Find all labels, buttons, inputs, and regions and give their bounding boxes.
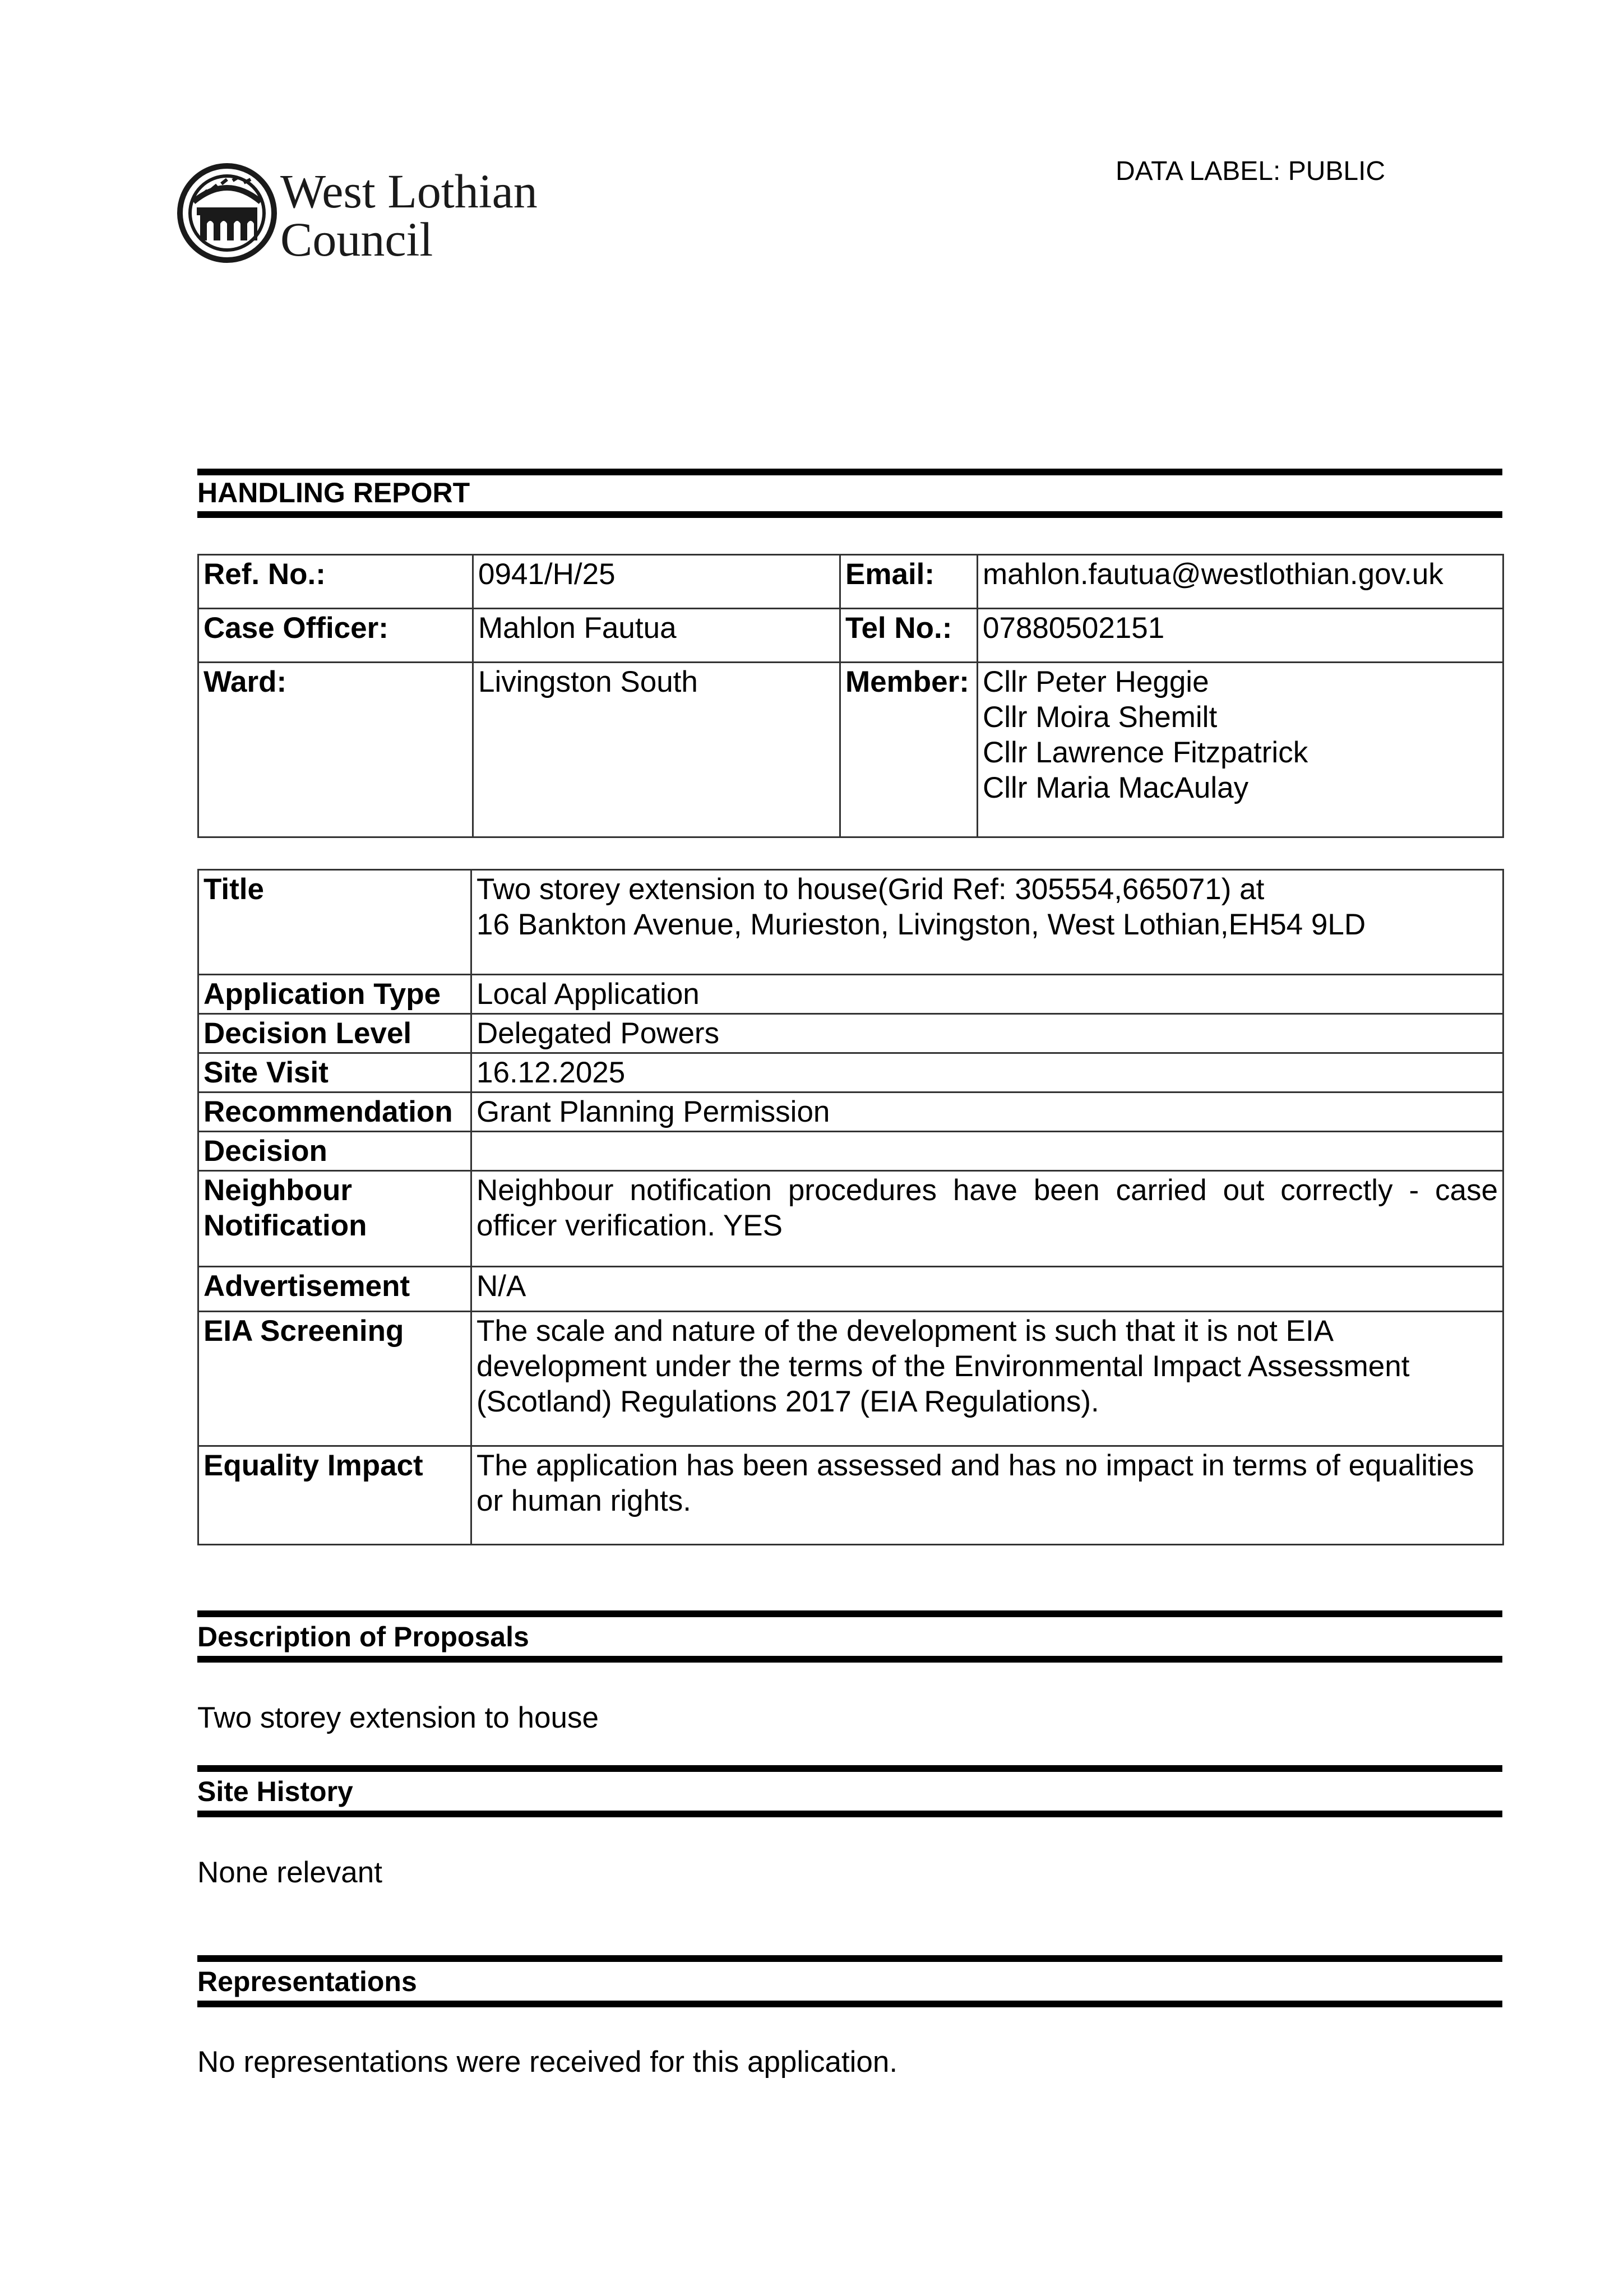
- equality-impact-value: The application has been assessed and has no impact in terms of equalities or human rights.: [471, 1446, 1503, 1545]
- divider: [197, 1610, 1502, 1617]
- tel-value: 07880502151: [978, 609, 1503, 663]
- divider: [197, 1811, 1502, 1817]
- neighbour-notification-value: Neighbour notification procedures have been carried out correctly - case officer verification. YES: [471, 1171, 1503, 1267]
- divider: [197, 1656, 1502, 1663]
- viaduct-crest-icon: [177, 163, 277, 263]
- table-row: [198, 1093, 1503, 1132]
- member-item: Cllr Maria MacAulay: [983, 771, 1249, 804]
- neighbour-notification-label: [198, 1171, 471, 1267]
- label-line: Neighbour: [203, 1174, 352, 1207]
- council-logo: [177, 163, 558, 269]
- table-row: [198, 975, 1503, 1014]
- tel-label: Tel No.:: [840, 609, 978, 663]
- table-row: [198, 663, 1503, 837]
- decision-label: Decision: [198, 1132, 471, 1171]
- title-line: 16 Bankton Avenue, Murieston, Livingston, West Lothian,EH54 9LD: [476, 908, 1366, 941]
- page-title: HANDLING REPORT: [197, 477, 470, 508]
- table-row: [198, 1014, 1503, 1053]
- eia-screening-value: The scale and nature of the development is such that it is not EIA development under the terms of the Environmental Impact Assessment (Scotland) Regulations 2017 (EIA Regulations).: [471, 1312, 1503, 1446]
- member-item: Cllr Moira Shemilt: [983, 701, 1218, 734]
- logo-line-1: West Lothian: [280, 164, 538, 218]
- divider: [197, 511, 1502, 518]
- details-table: [197, 869, 1504, 1545]
- decision-level-label: Decision Level: [198, 1014, 471, 1053]
- application-type-value: Local Application: [471, 975, 1503, 1014]
- email-label: Email:: [840, 555, 978, 609]
- member-item: Cllr Peter Heggie: [983, 665, 1209, 698]
- section-heading-description: Description of Proposals: [197, 1621, 529, 1652]
- label-line: Notification: [203, 1209, 367, 1242]
- email-value[interactable]: mahlon.fautua@westlothian.gov.uk: [978, 555, 1503, 609]
- divider: [197, 469, 1502, 475]
- title-value: [471, 870, 1503, 975]
- table-row: [198, 609, 1503, 663]
- case-officer-label: Case Officer:: [198, 609, 473, 663]
- equality-impact-label: Equality Impact: [198, 1446, 471, 1545]
- recommendation-value: Grant Planning Permission: [471, 1093, 1503, 1132]
- application-type-label: Application Type: [198, 975, 471, 1014]
- table-row: [198, 1312, 1503, 1446]
- member-list: [978, 663, 1503, 837]
- description-text: Two storey extension to house: [197, 1701, 599, 1734]
- ref-label: Ref. No.:: [198, 555, 473, 609]
- table-row: [198, 1446, 1503, 1545]
- eia-screening-label: EIA Screening: [198, 1312, 471, 1446]
- site-history-text: None relevant: [197, 1856, 382, 1889]
- table-row: [198, 870, 1503, 975]
- table-row: [198, 1053, 1503, 1093]
- ward-value: Livingston South: [473, 663, 840, 837]
- divider: [197, 1955, 1502, 1962]
- decision-value: [471, 1132, 1503, 1171]
- table-row: [198, 1132, 1503, 1171]
- decision-level-value: Delegated Powers: [471, 1014, 1503, 1053]
- divider: [197, 2001, 1502, 2007]
- table-row: [198, 1171, 1503, 1267]
- data-label: DATA LABEL: PUBLIC: [1116, 156, 1386, 186]
- advertisement-label: Advertisement: [198, 1267, 471, 1312]
- member-label: Member:: [840, 663, 978, 837]
- section-heading-site-history: Site History: [197, 1776, 353, 1807]
- section-heading-representations: Representations: [197, 1966, 417, 1997]
- table-row: [198, 1267, 1503, 1312]
- ward-label: Ward:: [198, 663, 473, 837]
- table-row: [198, 555, 1503, 609]
- logo-line-2: Council: [280, 212, 433, 266]
- title-line: Two storey extension to house(Grid Ref: 305554,665071) at: [476, 873, 1265, 906]
- member-item: Cllr Lawrence Fitzpatrick: [983, 736, 1308, 769]
- title-label: Title: [198, 870, 471, 975]
- representations-text: No representations were received for this application.: [197, 2045, 898, 2079]
- divider: [197, 1765, 1502, 1772]
- recommendation-label: Recommendation: [198, 1093, 471, 1132]
- contact-table: [197, 554, 1504, 838]
- case-officer-value: Mahlon Fautua: [473, 609, 840, 663]
- site-visit-value: 16.12.2025: [471, 1053, 1503, 1093]
- ref-value: 0941/H/25: [473, 555, 840, 609]
- advertisement-value: N/A: [471, 1267, 1503, 1312]
- site-visit-label: Site Visit: [198, 1053, 471, 1093]
- logo-wordmark: [280, 164, 561, 266]
